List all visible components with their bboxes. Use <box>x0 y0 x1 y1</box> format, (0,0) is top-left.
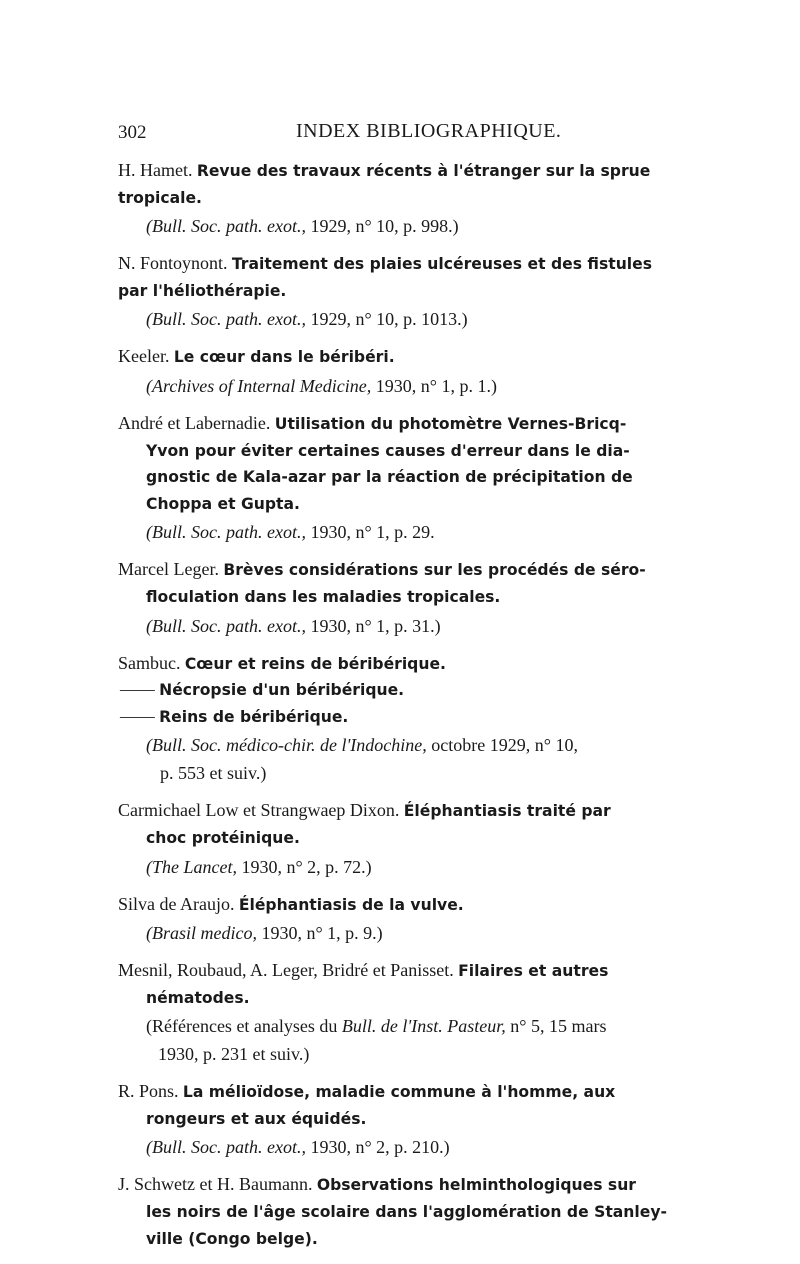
entry-source <box>118 306 678 332</box>
entry-title-continued: ville (Congo belge). <box>146 1229 318 1248</box>
bibliography-entry <box>118 158 678 239</box>
entry-author: Mesnil, Roubaud, A. Leger, Bridré et Panisset. <box>118 960 454 981</box>
bibliography-entry <box>118 1172 678 1252</box>
entry-title: Reins de béribérique. <box>159 707 349 726</box>
source-details: 1930, n° 2, p. 72.) <box>236 856 372 877</box>
entry-author: H. Hamet. <box>118 160 193 180</box>
entry-title: Utilisation du photomètre Vernes-Bricq- <box>274 414 627 433</box>
entry-title: Observations helminthologiques sur <box>316 1176 636 1195</box>
entry-source <box>118 1013 678 1039</box>
source-journal: Bull. de l'Inst. Pasteur, <box>341 1016 506 1037</box>
page-number: 302 <box>118 122 147 143</box>
entry-source <box>118 519 678 545</box>
ditto-dash: —— <box>120 705 155 726</box>
bibliography-entry <box>118 344 678 399</box>
bibliography-entry <box>118 798 678 879</box>
source-details: 1930, n° 1, p. 31.) <box>305 615 441 636</box>
entry-author: Marcel Leger. <box>118 559 219 580</box>
bibliography-entry <box>118 557 678 638</box>
entry-source <box>118 920 678 946</box>
source-details: n° 5, 15 mars <box>505 1016 607 1037</box>
entry-title: Éléphantiasis de la vulve. <box>238 895 464 914</box>
entry-first-line <box>118 251 678 278</box>
entry-title: Cœur et reins de béribérique. <box>184 654 446 673</box>
entry-title: Nécropsie d'un béribérique. <box>159 681 405 700</box>
source-journal: (Brasil medico, <box>146 923 257 944</box>
source-details: 1930, n° 1, p. 29. <box>305 522 435 543</box>
source-details: 1929, n° 10, p. 998.) <box>305 216 459 237</box>
entry-first-line <box>118 344 678 371</box>
entry-source <box>118 613 678 639</box>
entry-source-continued: p. 553 et suiv.) <box>160 763 267 784</box>
source-journal: (Archives of Internal Medicine, <box>146 375 372 396</box>
entry-source-continued: 1930, p. 231 et suiv.) <box>158 1044 310 1065</box>
entry-first-line <box>118 958 678 985</box>
running-header <box>118 118 678 148</box>
source-journal: (Bull. Soc. médico-chir. de l'Indochine, <box>146 735 427 756</box>
entry-source <box>118 213 678 239</box>
entry-title: Le cœur dans le béribéri. <box>173 348 395 367</box>
bibliography-entry <box>118 1079 678 1160</box>
entry-title-continued: gnostic de Kala-azar par la réaction de précipitation de <box>146 468 633 487</box>
entry-title-continued: nématodes. <box>146 988 250 1007</box>
bibliography-entry <box>118 411 678 545</box>
entry-first-line <box>118 1172 678 1199</box>
entry-first-line <box>118 411 678 438</box>
entry-title-continued: choc protéinique. <box>146 828 300 847</box>
entry-title: Traitement des plaies ulcéreuses et des fistules <box>231 255 653 274</box>
source-journal: (Bull. Soc. path. exot., <box>146 1137 306 1158</box>
bibliography-entry <box>118 651 678 787</box>
ditto-dash: —— <box>120 679 155 700</box>
source-journal: (Bull. Soc. path. exot., <box>146 522 306 543</box>
bibliography-entry <box>118 958 678 1067</box>
running-title: INDEX BIBLIOGRAPHIQUE. <box>296 120 562 142</box>
entry-title: Éléphantiasis traité par <box>403 802 611 821</box>
source-journal: (Bull. Soc. path. exot., <box>146 216 306 237</box>
entry-first-line <box>118 1079 678 1106</box>
entry-title-continued: tropicale. <box>118 188 202 207</box>
entry-title: Revue des travaux récents à l'étranger sur la sprue <box>196 162 651 180</box>
entry-author: Sambuc. <box>118 652 181 673</box>
source-journal: (Bull. Soc. path. exot., <box>146 615 306 636</box>
entry-first-line <box>118 158 678 185</box>
entry-source <box>118 373 678 399</box>
entry-title: La mélioïdose, maladie commune à l'homme, aux <box>182 1083 616 1102</box>
entry-first-line <box>118 798 678 825</box>
entry-title: Brèves considérations sur les procédés de séro- <box>223 561 646 580</box>
bibliography-entry <box>118 892 678 947</box>
bibliography-list <box>118 158 678 1264</box>
entry-author: R. Pons. <box>118 1081 179 1102</box>
entry-title-continued: les noirs de l'âge scolaire dans l'agglomération de Stanley- <box>146 1203 667 1222</box>
entry-title-continued: Choppa et Gupta. <box>146 494 300 513</box>
entry-author: Carmichael Low et Strangwaep Dixon. <box>118 800 400 821</box>
entry-source <box>118 854 678 880</box>
source-details: 1930, n° 1, p. 9.) <box>256 923 383 944</box>
source-journal: (The Lancet, <box>146 856 237 877</box>
source-journal: (Bull. Soc. path. exot., <box>146 309 306 330</box>
entry-title: Filaires et autres <box>458 962 609 981</box>
entry-title-continued: floculation dans les maladies tropicales. <box>146 587 501 606</box>
entry-title-continued: Yvon pour éviter certaines causes d'erreur dans le dia- <box>146 441 630 460</box>
entry-source <box>118 1134 678 1160</box>
entry-title-continued: rongeurs et aux équidés. <box>146 1109 367 1128</box>
source-details: 1929, n° 10, p. 1013.) <box>305 309 468 330</box>
entry-author: J. Schwetz et H. Baumann. <box>118 1174 313 1195</box>
entry-title-continued: par l'héliothérapie. <box>118 281 287 300</box>
entry-first-line <box>118 557 678 584</box>
source-details: 1930, n° 2, p. 210.) <box>305 1137 450 1158</box>
source-prefix: (Références et analyses du <box>146 1016 342 1037</box>
entry-author: N. Fontoynont. <box>118 253 228 274</box>
entry-first-line <box>118 892 678 919</box>
source-details: 1930, n° 1, p. 1.) <box>371 375 497 396</box>
entry-author: Silva de Araujo. <box>118 893 235 914</box>
entry-author: Keeler. <box>118 346 170 367</box>
entry-source <box>118 732 678 758</box>
bibliography-entry <box>118 251 678 332</box>
source-details: octobre 1929, n° 10, <box>426 735 578 756</box>
entry-first-line <box>118 651 678 678</box>
entry-author: André et Labernadie. <box>118 412 271 433</box>
